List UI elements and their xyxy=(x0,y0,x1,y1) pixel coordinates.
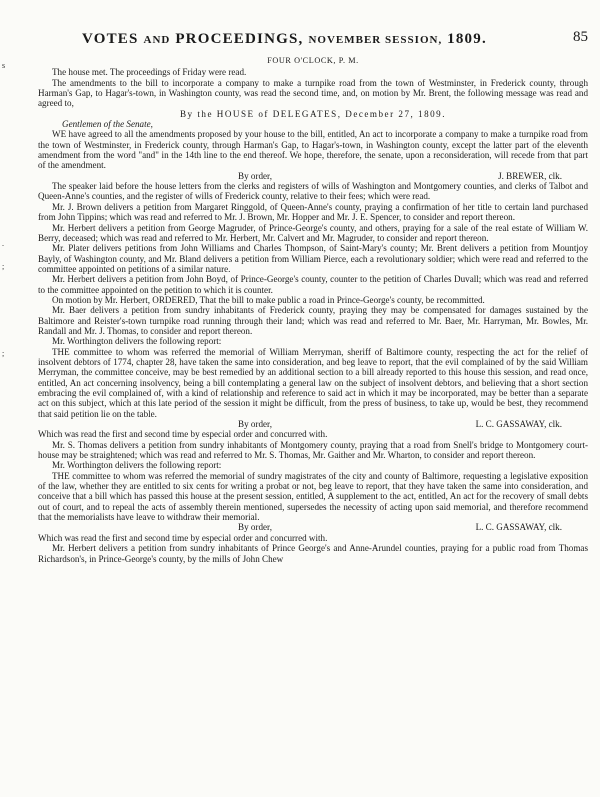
gutter-mark: . xyxy=(2,239,4,248)
house-heading: By the HOUSE of DELEGATES, December 27, 1809. xyxy=(179,108,446,119)
signature-name: J. BREWER, clk. xyxy=(498,170,562,181)
paragraph: Mr. Baer delivers a petition from sundry inhabitants of Frederick county, praying they may be compensated for damages sustained by the Baltimore and Reister's-town turnpike road running through their land; which was read and referred to Mr. Baer, Mr. Harryman, Mr. Bowles, Mr. Randall and Mr. J. Thomas, to consider and report thereon. xyxy=(38,305,588,336)
paragraph: The house met. The proceedings of Friday were read. xyxy=(52,67,247,78)
gutter-mark: s xyxy=(2,61,6,70)
paragraph: The speaker laid before the house letters from the clerks and registers of wills of Washington and Montgomery counties, and clerks of Talbot and Queen-Anne's counties, and the register of wills of Frederick county, relative to their fees; which were read. xyxy=(38,181,588,202)
page-header xyxy=(82,31,588,53)
signature-by-order: By order, xyxy=(238,170,272,181)
paragraph: Mr. Herbert delivers a petition from John Boyd, of Prince-George's county, counter to the petition of Charles Duvall; which was read and referred to the committee appointed on the petition to which it is counter. xyxy=(38,274,588,295)
gutter-mark: ; xyxy=(2,262,5,271)
title-session: NOVEMBER SESSION, xyxy=(308,34,443,46)
paragraph: Which was read the first and second time by especial order and concurred with. xyxy=(38,429,328,440)
title-proceedings: PROCEEDINGS, xyxy=(175,31,304,47)
signature-block xyxy=(38,419,588,429)
paragraph: Mr. Plater delivers petitions from John Williams and Charles Thompson, of Saint-Mary's county; Mr. Brent delivers a petition from Mountjoy Bayly, of Washington county, and Mr. Bland delivers a petition from William Pierce, each a revolutionary soldier; which were read and referred to the committee appointed on petitions of a similar nature. xyxy=(38,243,588,274)
title-votes: VOTES xyxy=(82,31,139,47)
signature-block xyxy=(38,171,588,181)
signature-block xyxy=(38,522,588,532)
paragraph: The amendments to the bill to incorporate a company to make a turnpike road from the town of Westminster, in Frederick county, through Harman's Gap, to Hagar's-town, in Washington county, was read the second time, and, on motion by Mr. Brent, the following message was read and agreed to, xyxy=(38,77,588,109)
salutation: Gentlemen of the Senate, xyxy=(62,119,153,130)
page-body xyxy=(38,56,588,564)
paragraph: On motion by Mr. Herbert, ORDERED, That the bill to make public a road in Prince-George's county, be recommitted. xyxy=(52,294,485,305)
paragraph: Mr. Worthington delivers the following report: xyxy=(52,460,222,471)
report-body: THE committee to whom was referred the memorial of sundry magistrates of the city and county of Baltimore, requesting a legislative exposition of the law, whether they are entitled to six cents for writing a probat or not, beg leave to report, that they have taken the same into consideration, and conceive that a bill which has passed this house at the present session, entitled, A supplement to the act, entitled, An act for the recovery of small debts out of court, and to repeal the acts of assembly therein mentioned, supersedes the necessity of acting upon said memorial, and therefore recommend that the memorialists have leave to withdraw their memorial. xyxy=(38,470,588,523)
paragraph: Mr. J. Brown delivers a petition from Margaret Ringgold, of Queen-Anne's county, praying a confirmation of her title to certain land purchased from John Tippins; which was read and referred to Mr. J. Brown, Mr. Hopper and Mr. J. E. Spencer, to consider and report thereon. xyxy=(38,201,588,223)
title-and: AND xyxy=(143,34,171,46)
title-year: 1809. xyxy=(447,31,487,47)
message-body: WE have agreed to all the amendments proposed by your house to the bill, entitled, An act to incorporate a company to make a turnpike road from the town of Westminster, in Frederick county, through Harman's Gap, to Hagar's-town, in Washington county, except the latter part of the eleventh amendment from the word "and" in the 14th line to the end thereof. We hope, therefore, the senate, upon a reconsideration, will recede from that part of the amendment. xyxy=(38,129,588,171)
binding-gutter xyxy=(0,0,10,797)
signature-name: L. C. GASSAWAY, clk. xyxy=(475,419,562,430)
signature-by-order: By order, xyxy=(238,522,272,533)
paragraph: Mr. S. Thomas delivers a petition from sundry inhabitants of Montgomery county, praying that a road from Snell's bridge to Montgomery court-house may be straightened; which was read and referred to Mr. S. Thomas, Mr. Gaither and Mr. Wharton, to consider and report thereon. xyxy=(38,439,588,461)
page-number: 85 xyxy=(573,29,588,45)
paragraph: Which was read the first and second time by especial order and concurred with. xyxy=(38,532,328,543)
gutter-mark: ; xyxy=(2,349,5,358)
time-heading: FOUR O'CLOCK, P. M. xyxy=(267,56,359,65)
signature-by-order: By order, xyxy=(238,419,272,430)
signature-name: L. C. GASSAWAY, clk. xyxy=(475,522,562,533)
paragraph: Mr. Herbert delivers a petition from George Magruder, of Prince-George's county, and others, praying for a sale of the real estate of William W. Berry, deceased; which was read and referred to Mr. Herbert, Mr. Calvert and Mr. Magruder, to consider and report thereon. xyxy=(38,222,588,243)
paragraph: Mr. Worthington delivers the following report: xyxy=(52,336,222,347)
paragraph: Mr. Herbert delivers a petition from sundry inhabitants of Prince George's and Anne-Arundel counties, praying for a public road from Thomas Richardson's, in Prince-George's county, by the mills of John Chew xyxy=(38,543,588,564)
running-title xyxy=(82,31,487,48)
report-body: THE committee to whom was referred the memorial of William Merryman, sheriff of Baltimore county, respecting the act for the relief of insolvent debtors of 1774, chapter 28, have taken the same into consideration, and beg leave to report, that the evil complained of by the said William Merryman, the committee conceive, may be best remedied by an additional section to a bill already reported to this house this session, and read once, entitled, An act concerning insolvency, being a bill contemplating a general law on the subject of insolvent debtors, and believing that a short section embracing the evil complained of, with a kind of relationship and reference to said act in which it may be incorporated, may be better than a separate act on this subject, which at this late period of the session it might be difficult, from the press of business, to take up, would be best, they recommend that said petition lie on the table. xyxy=(38,346,588,419)
